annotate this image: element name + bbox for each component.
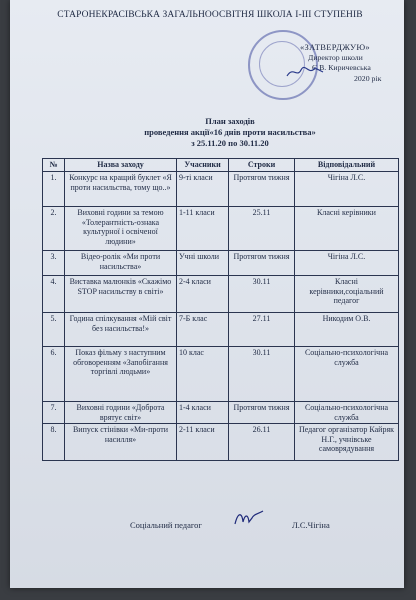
cell-number: 3. (43, 251, 65, 276)
footer (130, 520, 330, 530)
cell-event: Година спілкування «Мій світ без насильства!» (65, 313, 177, 347)
cell-dates: 30.11 (229, 276, 295, 313)
cell-event: Виховні години «Доброта врятує світ» (65, 402, 177, 424)
footer-name: Л.С.Чігіна (292, 520, 330, 530)
cell-participants: 9-ті класи (177, 172, 229, 207)
column-header-event: Назва заходу (65, 159, 177, 172)
cell-participants: 2-4 класи (177, 276, 229, 313)
social-pedagogue-signature-icon (232, 508, 266, 528)
cell-number: 1. (43, 172, 65, 207)
cell-dates: 25.11 (229, 207, 295, 251)
cell-responsible: Никодим О.В. (295, 313, 399, 347)
plan-title-dates: з 25.11.20 по 30.11.20 (191, 138, 269, 148)
cell-dates: 27.11 (229, 313, 295, 347)
cell-responsible: Класні керівники (295, 207, 399, 251)
plan-title (130, 116, 330, 149)
cell-responsible: Педагог організатор Кайряк Н.Г., учнівське самоврядування (295, 424, 399, 461)
approval-date: 2020 рік (354, 73, 382, 83)
table-row (43, 207, 399, 251)
table-row (43, 347, 399, 402)
cell-event: Виховні години за темою «Толерантність-ознака культурної і освіченої людини» (65, 207, 177, 251)
cell-responsible: Чігіна Л.С. (295, 251, 399, 276)
cell-dates: 30.11 (229, 347, 295, 402)
cell-number: 5. (43, 313, 65, 347)
cell-dates: Протягом тижня (229, 402, 295, 424)
cell-number: 8. (43, 424, 65, 461)
cell-event: Виставка малюнків «Скажімо STOP насильству в світі» (65, 276, 177, 313)
column-header-participants: Учасники (177, 159, 229, 172)
table-row (43, 313, 399, 347)
events-table (42, 158, 399, 461)
cell-event: Конкурс на кращий буклет «Я проти насильства, тому що..» (65, 172, 177, 207)
table-row (43, 424, 399, 461)
table-header-row (43, 159, 399, 172)
cell-number: 2. (43, 207, 65, 251)
cell-dates: Протягом тижня (229, 251, 295, 276)
cell-dates: Протягом тижня (229, 172, 295, 207)
cell-event: Показ фільму з наступним обговоренням «Запобігання торгівлі людьми» (65, 347, 177, 402)
column-header-number: № (43, 159, 65, 172)
cell-responsible: Соціально-психологічна служба (295, 347, 399, 402)
school-name: СТАРОНЕКРАСІВСЬКА ЗАГАЛЬНООСВІТНЯ ШКОЛА І-ІІІ СТУПЕНІВ (57, 10, 363, 20)
table-row (43, 276, 399, 313)
cell-event: Випуск стінівки «Ми-проти насилля» (65, 424, 177, 461)
cell-participants: 1-4 класи (177, 402, 229, 424)
cell-participants: 7-Б клас (177, 313, 229, 347)
footer-position: Соціальний педагог (130, 520, 202, 530)
plan-title-line1: План заходів (205, 116, 255, 126)
table-row (43, 402, 399, 424)
cell-participants: 10 клас (177, 347, 229, 402)
table-row (43, 172, 399, 207)
cell-participants: Учні школи (177, 251, 229, 276)
cell-event: Відео-ролік «Ми проти насильства» (65, 251, 177, 276)
cell-responsible: Соціально-психологічна служба (295, 402, 399, 424)
approval-director-name: Є.В. Киричевська (312, 63, 371, 72)
document-page (10, 0, 404, 588)
column-header-responsible: Відповідальний (295, 159, 399, 172)
plan-title-line2: проведення акції«16 днів проти насильства» (144, 127, 316, 137)
cell-responsible: Класні керівники,соціальний педагог (295, 276, 399, 313)
column-header-dates: Строки (229, 159, 295, 172)
cell-participants: 2-11 класи (177, 424, 229, 461)
approval-position: Директор школи (308, 52, 363, 62)
approval-heading: «ЗАТВЕРДЖУЮ» (300, 42, 370, 52)
cell-number: 7. (43, 402, 65, 424)
director-signature-icon (285, 64, 325, 80)
cell-responsible: Чігіна Л.С. (295, 172, 399, 207)
cell-participants: 1-11 класи (177, 207, 229, 251)
table-body (43, 172, 399, 461)
cell-number: 4. (43, 276, 65, 313)
cell-number: 6. (43, 347, 65, 402)
table-row (43, 251, 399, 276)
cell-dates: 26.11 (229, 424, 295, 461)
